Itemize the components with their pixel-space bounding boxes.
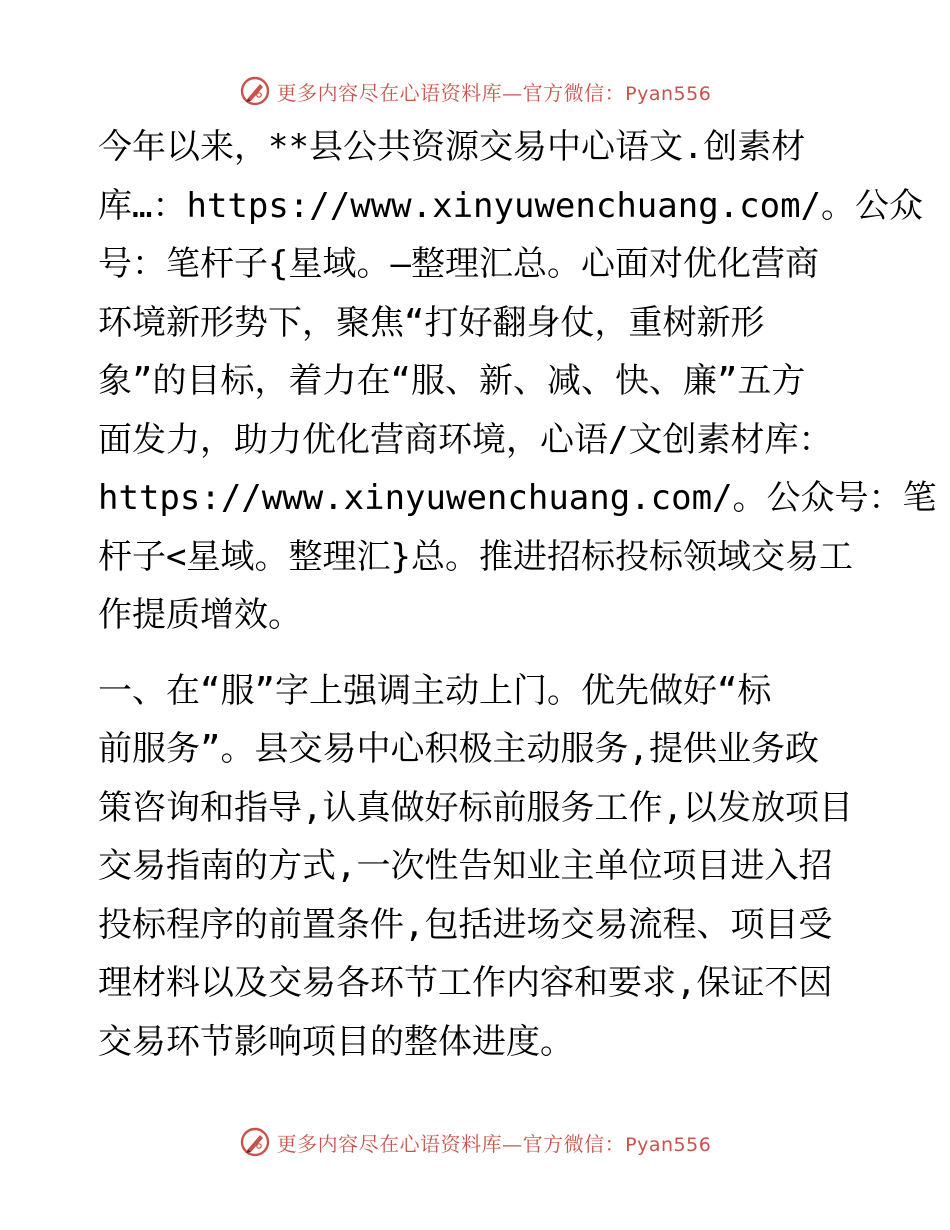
watermark-footer	[0, 1122, 950, 1162]
paragraph-section-one	[98, 662, 858, 1072]
pen-logo-icon	[239, 75, 271, 107]
text-line: 杆子<星域。整理汇}总。推进招标投标领域交易工	[98, 536, 853, 577]
watermark-header	[0, 71, 950, 111]
text-line: 前服务”。县交易中心积极主动服务,提供业务政	[98, 729, 819, 769]
watermark-text	[277, 77, 712, 106]
text-line: https://www.xinyuwenchuang.com/。公众号：笔	[98, 478, 937, 518]
text-line: 投标程序的前置条件,包括进场交易流程、项目受	[98, 904, 833, 945]
text-line: 策咨询和指导,认真做好标前服务工作,以发放项目	[98, 787, 853, 828]
text-line: 作提质增效。	[98, 595, 302, 635]
text-line: 理材料以及交易各环节工作内容和要求,保证不因	[98, 963, 833, 1003]
text-line: 交易指南的方式,一次性告知业主单位项目进入招	[98, 846, 833, 886]
watermark-text	[277, 1128, 712, 1157]
text-line: 环境新形势下，聚焦“打好翻身仗，重树新形	[98, 302, 765, 343]
text-line: 象”的目标，着力在“服、新、减、快、廉”五方	[98, 361, 806, 401]
text-line: 交易环节影响项目的整体进度。	[98, 1021, 574, 1062]
paragraph-intro	[98, 118, 937, 645]
text-line: 面发力，助力优化营商环境，心语/文创素材库：	[98, 419, 833, 460]
watermark-wechat-id: Pyan556	[625, 1133, 712, 1156]
text-line: 今年以来，**县公共资源交易中心语文.创素材	[98, 127, 806, 167]
watermark-slogan: 更多内容尽在心语资料库—官方微信：	[276, 80, 626, 105]
watermark-slogan: 更多内容尽在心语资料库—官方微信：	[276, 1131, 626, 1156]
pen-logo-icon	[239, 1126, 271, 1158]
document-body	[98, 118, 937, 1071]
text-line: 号：笔杆子{星域。—整理汇总。心面对优化营商	[98, 244, 819, 284]
text-line: 库…：https://www.xinyuwenchuang.com/。公众	[98, 185, 924, 226]
text-line: 一、在“服”字上强调主动上门。优先做好“标	[98, 670, 772, 711]
watermark-wechat-id: Pyan556	[625, 82, 712, 105]
